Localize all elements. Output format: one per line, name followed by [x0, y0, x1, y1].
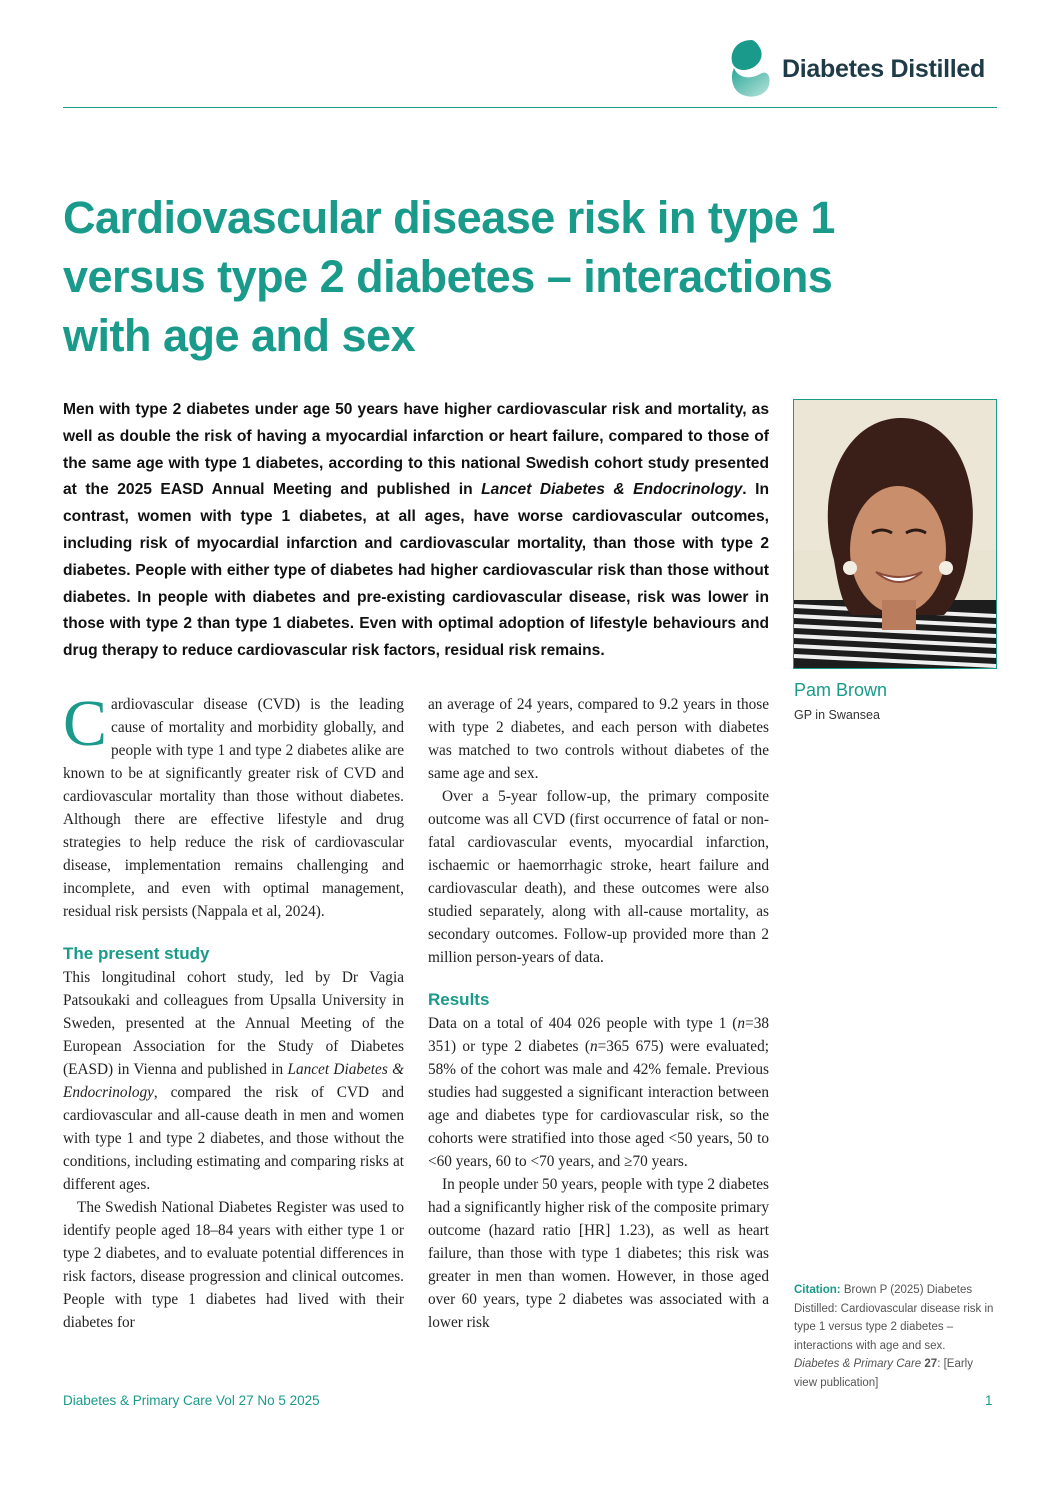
body-column-2: [428, 693, 769, 1334]
citation-text: Brown P (2025) Diabetes Distilled: Cardiovascular disease risk in type 1 versus type 2 diabetes – interactions with age and sex.: [794, 1284, 994, 1352]
footer-page-number: 1: [985, 1393, 993, 1408]
author-role: GP in Swansea: [794, 708, 880, 722]
section-heading-present-study: The present study: [63, 944, 210, 963]
brand-header: [728, 38, 985, 100]
results-text-b: =38 351) or type 2 diabetes (: [428, 1015, 769, 1055]
column2-paragraph-1: an average of 24 years, compared to 9.2 years in those with type 2 diabetes, and each person with diabetes was matched to two controls without diabetes of the same age and sex.: [428, 696, 769, 782]
present-study-text-b: , compared the risk of CVD and cardiovascular and all-cause death in men and women with type 1 and type 2 diabetes, and those without the conditions, including estimating and comparing risks at different ages.: [63, 1084, 404, 1193]
header-divider: [63, 107, 997, 108]
author-name: Pam Brown: [794, 680, 888, 700]
article-title: Cardiovascular disease risk in type 1 versus type 2 diabetes – interactions with age and sex: [63, 192, 835, 361]
citation-journal: Diabetes & Primary Care: [794, 1358, 922, 1370]
footer-journal-issue: Diabetes & Primary Care Vol 27 No 5 2025: [63, 1393, 320, 1408]
article-summary: [63, 397, 769, 665]
results-n-1: n: [737, 1015, 746, 1032]
results-n-2: n: [589, 1038, 598, 1055]
summary-part-1: Men with type 2 diabetes under age 50 years have higher cardiovascular risk and mortality, as well as double the risk of having a myocardial infarction or heart failure, compared to those of the same age with type 1 diabetes, according to this national Swedish cohort study presented at the 2025 EASD Annual Meeting and published in: [63, 401, 769, 499]
present-study-paragraph-1: [63, 966, 404, 1196]
summary-part-2: . In contrast, women with type 1 diabetes, at all ages, have worse cardiovascular outcomes, including risk of myocardial infarction and cardiovascular mortality, than those with type 2 diabetes. People with either type of diabetes had higher cardiovascular risk than those without diabetes. In people with diabetes and pre-existing cardiovascular disease, risk was lower in those with type 2 than type 1 diabetes. Even with optimal adoption of lifestyle behaviours and drug therapy to reduce cardiovascular risk factors, residual risk remains.: [63, 481, 769, 660]
brand-name: Diabetes Distilled: [782, 54, 985, 83]
results-paragraph-2: In people under 50 years, people with type 2 diabetes had a significantly higher risk of the composite primary outcome (hazard ratio [HR] 1.23), as well as heart failure, than those with type 1 diabetes; this risk was greater in men than women. However, in those aged over 60 years, type 2 diabetes was associated with a lower risk: [428, 1176, 769, 1331]
drop-cap: C: [63, 687, 108, 760]
author-photo: [793, 399, 997, 669]
citation-volume: 27: [921, 1358, 938, 1370]
body-column-1: [63, 687, 404, 1334]
intro-text: ardiovascular disease (CVD) is the leading cause of mortality and morbidity globally, and people with type 1 and type 2 diabetes alike are known to be at significantly greater risk of CVD and cardiovascular mortality than those without diabetes. Although there are effective lifestyle and drug strategies to help reduce the risk of cardiovascular disease, implementation remains challenging and incomplete, and even with optimal management, residual risk persists (Nappala et al, 2024).: [63, 696, 404, 920]
section-heading-results: Results: [428, 990, 490, 1009]
results-text-a: Data on a total of 404 026 people with type 1 (: [428, 1015, 738, 1032]
citation-block: [794, 1281, 994, 1392]
results-paragraph-1: [428, 1012, 769, 1173]
intro-paragraph: [63, 687, 404, 923]
present-study-text-a: This longitudinal cohort study, led by Dr Vagia Patsoukaki and colleagues from Upsalla University in Sweden, presented at the Annual Meeting of the European Association for the Study of Diabetes (EASD) in Vienna and published in: [63, 969, 404, 1078]
present-study-journal: Lancet Diabetes & Endocrinology: [63, 1061, 404, 1101]
present-study-paragraph-2: The Swedish National Diabetes Register was used to identify people aged 18–84 years with either type 1 or type 2 diabetes, and to evaluate potential differences in risk factors, disease progression and clinical outcomes. People with type 1 diabetes had lived with their diabetes for: [63, 1199, 404, 1331]
column2-paragraph-2: Over a 5-year follow-up, the primary composite outcome was all CVD (first occurrence of fatal or non-fatal cardiovascular events, myocardial infarction, ischaemic or haemorrhagic stroke, heart failure and cardiovascular death), and these outcomes were also studied separately, along with all-cause mortality, as secondary outcomes. Follow-up provided more than 2 million person-years of data.: [428, 788, 769, 966]
author-portrait-image: [794, 400, 996, 668]
brand-logo-icon: [728, 38, 774, 100]
summary-journal: Lancet Diabetes & Endocrinology: [481, 481, 743, 499]
results-text-c: =365 675) were evaluated; 58% of the cohort was male and 42% female. Previous studies had suggested a significant interaction between age and diabetes type for cardiovascular risk, so the cohorts were stratified into those aged <50 years, 50 to <60 years, 60 to <70 years, and ≥70 years.: [428, 1038, 769, 1170]
citation-label: Citation:: [794, 1284, 841, 1296]
citation-tail: : [Early view publication]: [794, 1358, 973, 1389]
